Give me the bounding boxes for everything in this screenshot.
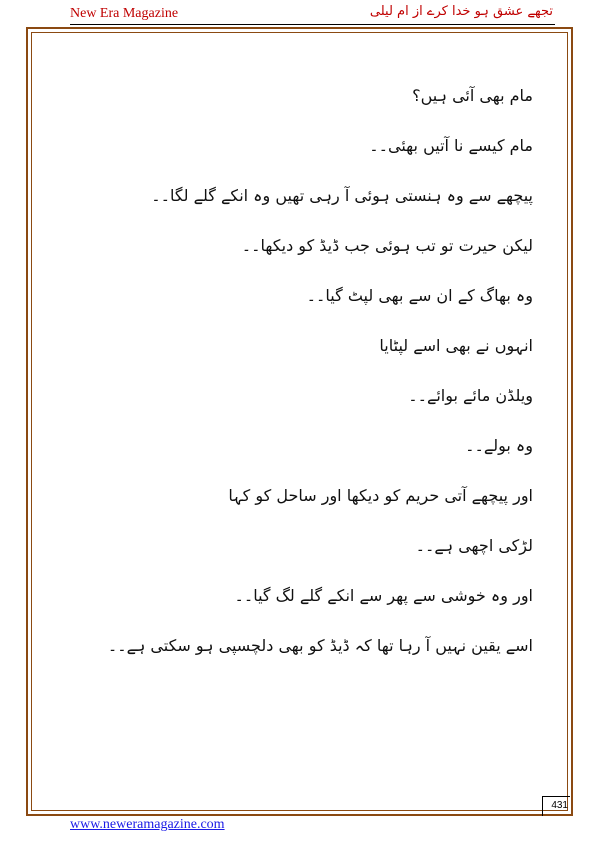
story-line: لیکن حیرت تو تب ہوئی جب ڈیڈ کو دیکھا۔۔ [241,236,533,255]
story-line: مام بھی آئی ہیں؟ [412,86,533,105]
story-line: اور پیچھے آتی حریم کو دیکھا اور ساحل کو کہا [228,486,533,505]
website-link[interactable]: www.neweramagazine.com [70,817,225,832]
story-text [60,82,533,682]
story-line: اسے یقین نہیں آ رہا تھا کہ ڈیڈ کو بھی دلچسپی ہو سکتی ہے۔۔ [107,636,533,655]
story-line: انہوں نے بھی اسے لپٹایا [379,336,533,355]
novel-title: تجھے عشق ہو خدا کرے از ام لیلی [369,4,553,19]
story-line: مام کیسے نا آتیں بھئی۔۔ [369,136,533,155]
story-line: ویلڈن مائے بوائے۔۔ [408,386,533,405]
story-line: اور وہ خوشی سے پھر سے انکے گلے لگ گیا۔۔ [234,586,533,605]
story-line: لڑکی اچھی ہے۔۔ [415,536,533,555]
magazine-name: New Era Magazine [70,6,179,21]
story-line: پیچھے سے وہ ہنستی ہوئی آ رہی تھیں وہ انکے گلے لگا۔۔ [151,186,533,205]
page-number: 431 [542,796,570,816]
header-divider [70,24,555,25]
story-line: وہ بھاگ کے ان سے بھی لپٹ گیا۔۔ [306,286,533,305]
story-line: وہ بولے۔۔ [465,436,533,455]
